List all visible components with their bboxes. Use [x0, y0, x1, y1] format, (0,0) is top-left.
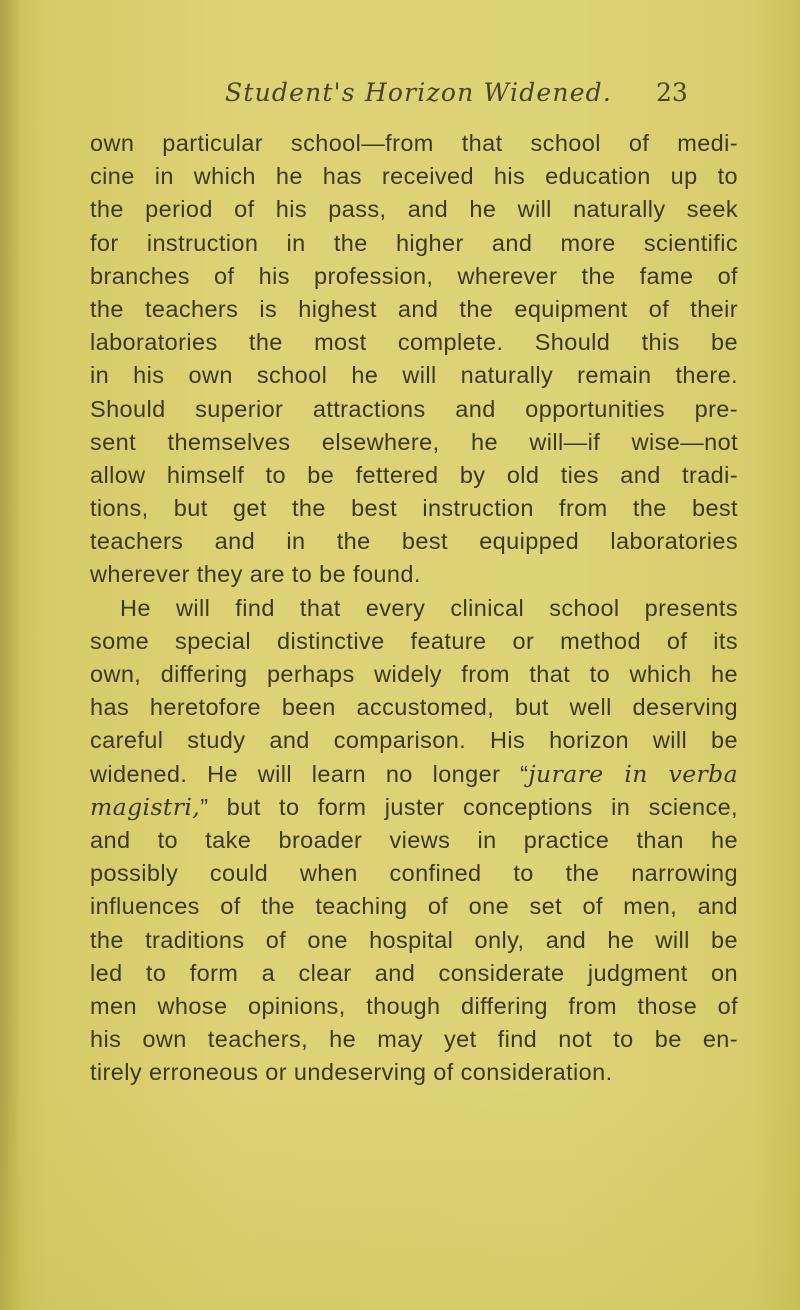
text-line: branches of his profession, wherever the fame of	[90, 262, 738, 289]
body-text	[90, 127, 738, 1089]
text-line: wherever they are to be found.	[90, 561, 421, 588]
latin-phrase: magistri,	[90, 792, 201, 821]
text-line: in his own school he will naturally remain there.	[90, 362, 738, 389]
text-line: tions, but get the best instruction from the best	[90, 495, 738, 522]
page-bottom-tone	[0, 1090, 800, 1310]
open-quote: “	[520, 760, 529, 787]
text-run: but to form juster conceptions in science,	[208, 793, 738, 820]
text-line: sent themselves elsewhere, he will—if wise—not	[90, 428, 738, 455]
text-line: careful study and comparison. His horizon will be	[90, 727, 738, 754]
text-line: tirely erroneous or undeserving of consideration.	[90, 1059, 613, 1086]
text-line-with-quote	[90, 758, 738, 791]
text-line: the teachers is highest and the equipment of their	[90, 295, 738, 322]
text-line: led to form a clear and considerate judgment on	[90, 959, 738, 986]
running-head	[0, 78, 800, 114]
text-line: He will find that every clinical school presents	[120, 594, 738, 621]
text-line: own particular school—from that school of medi-	[90, 130, 738, 156]
close-quote: ”	[200, 793, 209, 820]
text-line: laboratories the most complete. Should this be	[90, 329, 738, 356]
text-line: the period of his pass, and he will naturally seek	[90, 196, 738, 223]
text-line: cine in which he has received his education up to	[90, 163, 738, 190]
page-number: 23	[656, 78, 688, 107]
text-line: teachers and in the best equipped laboratories	[90, 528, 738, 555]
text-line: own, differing perhaps widely from that to which he	[90, 661, 738, 687]
text-line: men whose opinions, though differing from those of	[90, 992, 738, 1019]
latin-phrase: jurare in verba	[528, 759, 738, 788]
paragraph-2	[90, 592, 738, 1090]
text-line: the traditions of one hospital only, and he will be	[90, 926, 738, 953]
text-line: has heretofore been accustomed, but well deserving	[90, 694, 738, 721]
text-line: his own teachers, he may yet find not to be en-	[90, 1026, 738, 1053]
running-head-title: Student's Horizon Widened.	[225, 78, 613, 107]
text-line: some special distinctive feature or method of its	[90, 627, 738, 654]
text-run: widened. He will learn no longer	[90, 760, 521, 787]
text-line: allow himself to be fettered by old ties and tradi-	[90, 461, 738, 488]
text-line-with-quote	[90, 791, 738, 824]
text-line: influences of the teaching of one set of men, and	[90, 893, 738, 920]
text-line: Should superior attractions and opportunities pre-	[90, 395, 738, 422]
text-line: for instruction in the higher and more scientific	[90, 229, 738, 256]
text-line: and to take broader views in practice than he	[90, 826, 738, 853]
text-line: possibly could when confined to the narrowing	[90, 860, 738, 887]
paragraph-1	[90, 127, 738, 592]
